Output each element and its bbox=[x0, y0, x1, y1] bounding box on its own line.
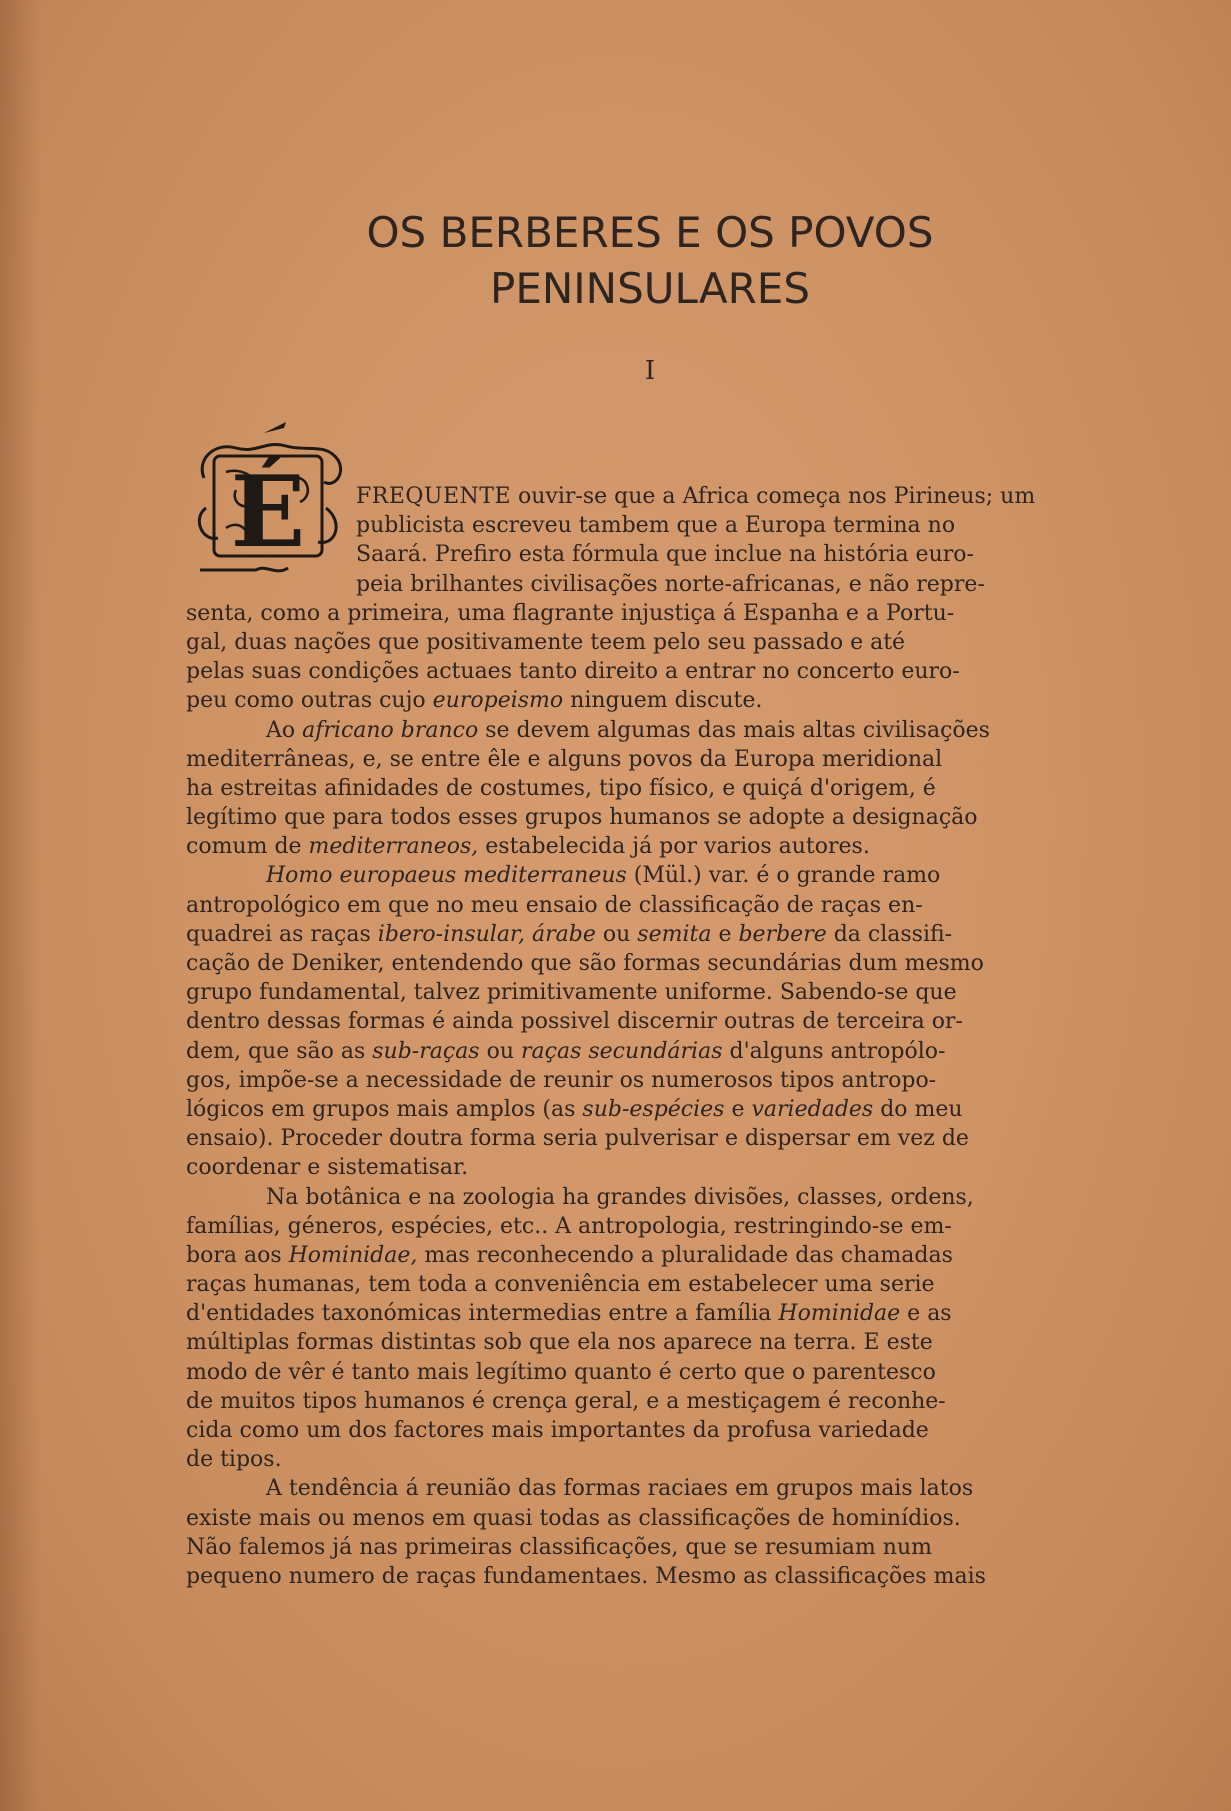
text-segment: se devem algumas das mais altas civilisações bbox=[478, 717, 990, 743]
text-segment: lógicos em grupos mais amplos (as bbox=[186, 1096, 583, 1122]
italic-term: mediterraneos, bbox=[308, 834, 479, 860]
text-line bbox=[186, 803, 1086, 832]
text-line bbox=[186, 1562, 1086, 1591]
text-line bbox=[186, 599, 1086, 628]
text-segment: gos, impõe-se a necessidade de reunir os numerosos tipos antropo- bbox=[186, 1067, 937, 1093]
text-segment: peu como outras cujo bbox=[186, 688, 433, 714]
italic-term: variedades bbox=[751, 1096, 874, 1122]
text-segment: coordenar e sistematisar. bbox=[186, 1155, 469, 1181]
italic-term: ibero-insular, árabe bbox=[377, 921, 596, 947]
text-segment: e bbox=[724, 1096, 752, 1122]
text-segment: A tendência á reunião das formas raciaes em grupos mais latos bbox=[266, 1476, 974, 1502]
text-segment: pequeno numero de raças fundamentaes. Mesmo as classificações mais bbox=[186, 1563, 986, 1589]
text-segment: modo de vêr é tanto mais legítimo quanto é certo que o parentesco bbox=[186, 1359, 936, 1385]
text-line bbox=[186, 1416, 1086, 1445]
italic-term: sub-espécies bbox=[582, 1096, 725, 1122]
text-segment: ninguem discute. bbox=[563, 688, 763, 714]
text-line bbox=[186, 716, 1086, 745]
chapter-title-line-1: OS BERBERES E OS POVOS bbox=[366, 208, 934, 257]
text-segment: mediterrâneas, e, se entre êle e alguns povos da Europa meridional bbox=[186, 746, 943, 772]
text-line bbox=[186, 1212, 1086, 1241]
text-segment: dem, que são as bbox=[186, 1038, 373, 1064]
text-line bbox=[186, 832, 1086, 861]
text-segment: peia brilhantes civilisações norte-africanas, e não repre- bbox=[356, 571, 985, 597]
text-segment: Na botânica e na zoologia ha grandes divisões, classes, ordens, bbox=[266, 1184, 974, 1210]
section-number: I bbox=[644, 356, 656, 386]
text-segment: (Mül.) var. é o grande ramo bbox=[626, 863, 941, 889]
text-line bbox=[186, 978, 1086, 1007]
text-segment: pelas suas condições actuaes tanto direito a entrar no concerto euro- bbox=[186, 659, 960, 685]
text-line bbox=[186, 1007, 1086, 1036]
text-line bbox=[186, 511, 1086, 540]
text-segment: ou bbox=[595, 921, 638, 947]
dropcap-letter: É bbox=[230, 455, 306, 570]
text-segment: cida como um dos factores mais importantes da profusa variedade bbox=[186, 1418, 929, 1443]
italic-term: semita bbox=[637, 921, 712, 947]
italic-term: europeismo bbox=[432, 688, 564, 714]
text-segment: raças humanas, tem toda a conveniência em estabelecer uma serie bbox=[186, 1272, 935, 1298]
text-segment: famílias, géneros, espécies, etc.. A antropologia, restringindo-se em- bbox=[186, 1213, 952, 1239]
text-line bbox=[186, 570, 1086, 599]
text-line bbox=[186, 1066, 1086, 1095]
text-line bbox=[186, 1358, 1086, 1387]
text-line bbox=[186, 920, 1086, 949]
chapter-title bbox=[300, 205, 1000, 317]
text-line bbox=[186, 1387, 1086, 1416]
italic-term: berbere bbox=[738, 921, 827, 947]
text-segment: ensaio). Proceder doutra forma seria pulverisar e dispersar em vez de bbox=[186, 1126, 969, 1152]
italic-term: raças secundárias bbox=[521, 1038, 723, 1064]
text-segment: existe mais ou menos em quasi todas as classificações de hominídios. bbox=[186, 1505, 961, 1531]
text-segment: Não falemos já nas primeiras classificações, que se resumiam num bbox=[186, 1534, 932, 1560]
italic-term: sub-raças bbox=[372, 1038, 480, 1064]
text-line bbox=[186, 1270, 1086, 1299]
text-segment: quadrei as raças bbox=[186, 921, 378, 947]
text-segment: ou bbox=[479, 1038, 522, 1064]
text-segment: FREQUENTE bbox=[356, 484, 512, 509]
paragraph bbox=[186, 716, 1086, 862]
italic-term: Hominidae bbox=[778, 1301, 901, 1327]
text-line bbox=[186, 1124, 1086, 1153]
text-segment: publicista escreveu tambem que a Europa termina no bbox=[356, 513, 956, 539]
text-line bbox=[186, 686, 1086, 715]
dropcap-accent-mark bbox=[262, 420, 288, 434]
text-line bbox=[186, 482, 1086, 511]
italic-term: Homo europaeus mediterraneus bbox=[266, 863, 627, 889]
text-segment: d'entidades taxonómicas intermedias entre a família bbox=[186, 1301, 779, 1327]
text-segment: grupo fundamental, talvez primitivamente uniforme. Sabendo-se que bbox=[186, 980, 957, 1006]
paragraph bbox=[186, 861, 1086, 1182]
text-segment: mas reconhecendo a pluralidade das chamadas bbox=[417, 1242, 953, 1268]
paragraph bbox=[186, 1183, 1086, 1475]
text-segment: ouvir-se que a Africa começa nos Pirineus; um bbox=[511, 484, 1036, 509]
text-line bbox=[186, 1474, 1086, 1503]
text-segment: legítimo que para todos esses grupos humanos se adopte a designação bbox=[186, 805, 978, 831]
text-line bbox=[186, 628, 1086, 657]
text-line bbox=[186, 1504, 1086, 1533]
text-line bbox=[186, 657, 1086, 686]
italic-term: Hominidae, bbox=[288, 1242, 418, 1268]
page-edge-shadow bbox=[0, 0, 40, 1811]
text-line bbox=[186, 949, 1086, 978]
text-line bbox=[186, 1153, 1086, 1182]
text-segment: ha estreitas afinidades de costumes, tipo físico, e quiçá d'origem, é bbox=[186, 775, 936, 801]
text-line bbox=[186, 1445, 1086, 1474]
text-segment: d'alguns antropólo- bbox=[722, 1038, 946, 1064]
text-line bbox=[186, 891, 1086, 920]
chapter-title-line-2: PENINSULARES bbox=[490, 264, 810, 313]
text-segment: senta, como a primeira, uma flagrante injustiça á Espanha e a Portu- bbox=[186, 600, 955, 626]
text-segment: dentro dessas formas é ainda possivel discernir outras de terceira or- bbox=[186, 1009, 963, 1035]
text-segment: de tipos. bbox=[186, 1447, 282, 1473]
text-line bbox=[186, 861, 1086, 890]
text-segment: estabelecida já por varios autores. bbox=[478, 834, 870, 860]
text-line bbox=[186, 1328, 1086, 1357]
text-line bbox=[186, 1533, 1086, 1562]
text-segment: e as bbox=[900, 1301, 952, 1327]
text-segment: de muitos tipos humanos é crença geral, e a mestiçagem é reconhe- bbox=[186, 1388, 946, 1414]
text-line bbox=[186, 1241, 1086, 1270]
text-line bbox=[186, 1095, 1086, 1124]
text-segment: cação de Deniker, entendendo que são formas secundárias dum mesmo bbox=[186, 951, 984, 976]
text-line bbox=[186, 1183, 1086, 1212]
text-segment: bora aos bbox=[186, 1242, 289, 1268]
text-segment: da classifi- bbox=[826, 921, 953, 947]
text-segment: e bbox=[711, 921, 739, 947]
text-line bbox=[186, 540, 1086, 569]
text-segment: Saará. Prefiro esta fórmula que inclue na história euro- bbox=[356, 542, 974, 568]
text-segment: do meu bbox=[873, 1096, 963, 1122]
text-line bbox=[186, 774, 1086, 803]
italic-term: africano branco bbox=[302, 717, 479, 743]
text-segment: gal, duas nações que positivamente teem pelo seu passado e até bbox=[186, 629, 906, 655]
paragraph bbox=[186, 482, 1086, 716]
text-segment: comum de bbox=[186, 834, 309, 860]
text-segment: Ao bbox=[266, 717, 303, 743]
text-segment: antropológico em que no meu ensaio de classificação de raças en- bbox=[186, 892, 923, 918]
text-line bbox=[186, 745, 1086, 774]
text-line bbox=[186, 1037, 1086, 1066]
text-line bbox=[186, 1299, 1086, 1328]
text-segment: múltiplas formas distintas sob que ela nos aparece na terra. E este bbox=[186, 1330, 933, 1356]
body-text bbox=[186, 482, 1086, 1591]
paragraph bbox=[186, 1474, 1086, 1591]
